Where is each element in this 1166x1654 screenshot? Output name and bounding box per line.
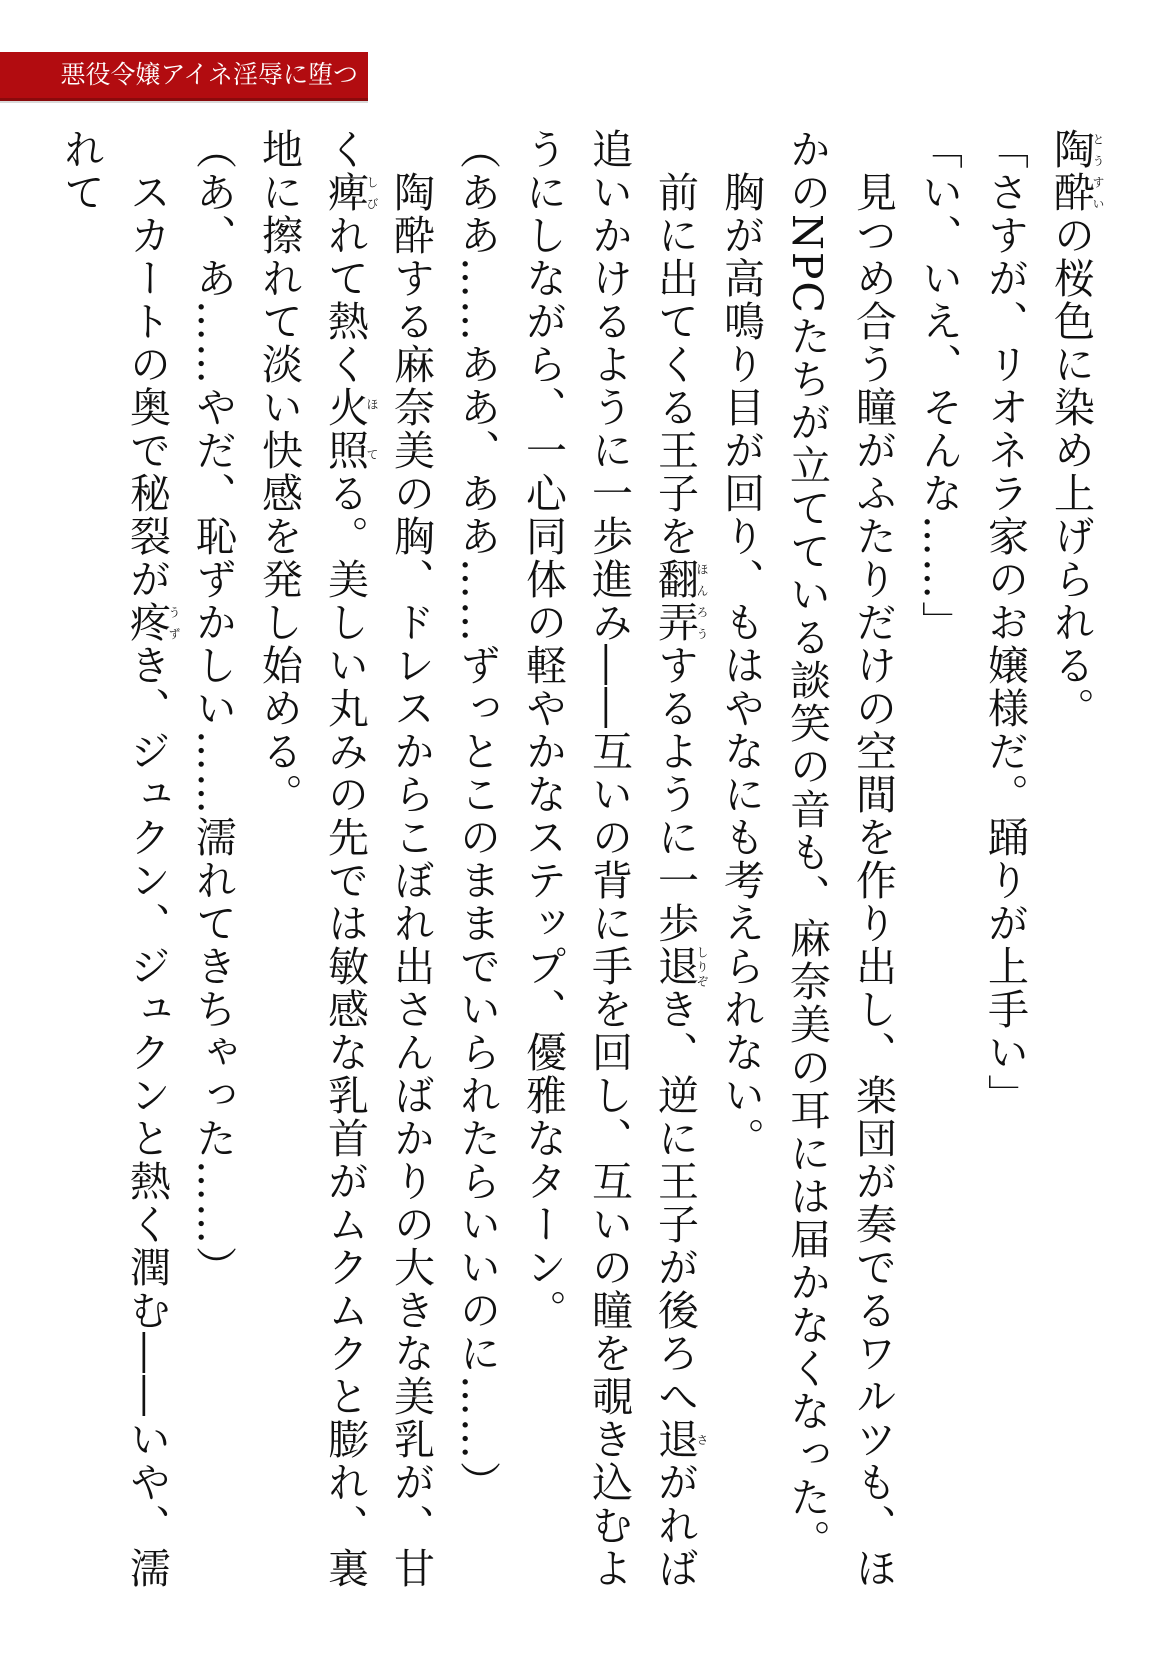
text-run: （ああ……ああ、ああ……ずっとこのままでいられたらいいのに……）	[453, 128, 501, 1504]
text-run: スカートの奥で秘裂が	[123, 128, 171, 601]
text-run: き、逆に王子が後ろへ	[651, 988, 699, 1418]
ruby-base: 陶酔	[1047, 128, 1095, 214]
text-run: 陶酔する麻奈美の胸、ドレスからこぼれ出さんばかりの大きな美乳が、甘く	[321, 128, 435, 1590]
paragraph	[246, 128, 444, 1628]
ruby-reading: しび	[365, 171, 379, 214]
paragraph	[708, 128, 774, 1628]
paragraph	[1038, 128, 1104, 1628]
text-run: 見つめ合う瞳がふたりだけの空間を作り出し、楽団が奏でるワルツも、ほかのNPCたちが立てている談笑の音も、麻奈美の耳には届かなくなった。	[783, 128, 897, 1590]
ruby-word	[651, 1418, 709, 1461]
text-run: 胸が高鳴り目が回り、もはやなにも考えられない。	[717, 128, 765, 1160]
header-band	[0, 52, 368, 101]
ruby-reading: うず	[167, 601, 181, 644]
text-run: （あ、あ……やだ、恥ずかしい……濡れてきちゃった……）	[189, 128, 237, 1289]
paragraph	[774, 128, 906, 1628]
ruby-reading: しりぞ	[695, 945, 709, 988]
text-run: る。美しい丸みの先では敏感な乳首がムクムクと膨れ、裏地に擦れて淡い快感を発し始める。	[255, 128, 369, 1590]
text-run: の桜色に染め上げられる。	[1047, 214, 1095, 730]
paragraph	[180, 128, 246, 1628]
ruby-base: 火照	[321, 386, 369, 472]
ruby-word	[651, 558, 709, 644]
ruby-word	[1047, 128, 1105, 214]
text-run: き、ジュクン、ジュクンと熱く潤む――いや、濡れて	[57, 128, 171, 1590]
ruby-reading: ほんろう	[695, 558, 709, 644]
ruby-base: 痺	[321, 171, 369, 214]
ruby-word	[321, 171, 379, 214]
ruby-base: 疼	[123, 601, 171, 644]
text-run: 前に出てくる王子を	[651, 128, 699, 558]
ruby-reading: とうすい	[1091, 128, 1105, 214]
ruby-reading: ほて	[365, 386, 379, 472]
ruby-base: 翻弄	[651, 558, 699, 644]
ruby-word	[651, 945, 709, 988]
body-text	[48, 128, 1104, 1628]
paragraph	[510, 128, 708, 1628]
ruby-base: 退	[651, 945, 699, 988]
ruby-reading: さ	[695, 1418, 709, 1461]
paragraph	[444, 128, 510, 1628]
ruby-word	[321, 386, 379, 472]
text-run: 「い、いえ、そんな……」	[915, 128, 963, 644]
paragraph	[906, 128, 972, 1628]
text-run: れて熱く	[321, 214, 369, 386]
text-run: がれば追いかけるように一歩進み――互いの背に手を回し、互いの瞳を覗き込むようにしながら、一心同体の軽やかなステップ、優雅なターン。	[519, 128, 699, 1590]
ruby-base: 退	[651, 1418, 699, 1461]
text-run: 「さすが、リオネラ家のお嬢様だ。踊りが上手い」	[981, 128, 1029, 1117]
paragraph	[48, 128, 180, 1628]
ruby-word	[123, 601, 181, 644]
text-run: するように一歩	[651, 644, 699, 945]
paragraph	[972, 128, 1038, 1628]
book-title: 悪役令嬢アイネ淫辱に堕つ	[60, 60, 358, 89]
